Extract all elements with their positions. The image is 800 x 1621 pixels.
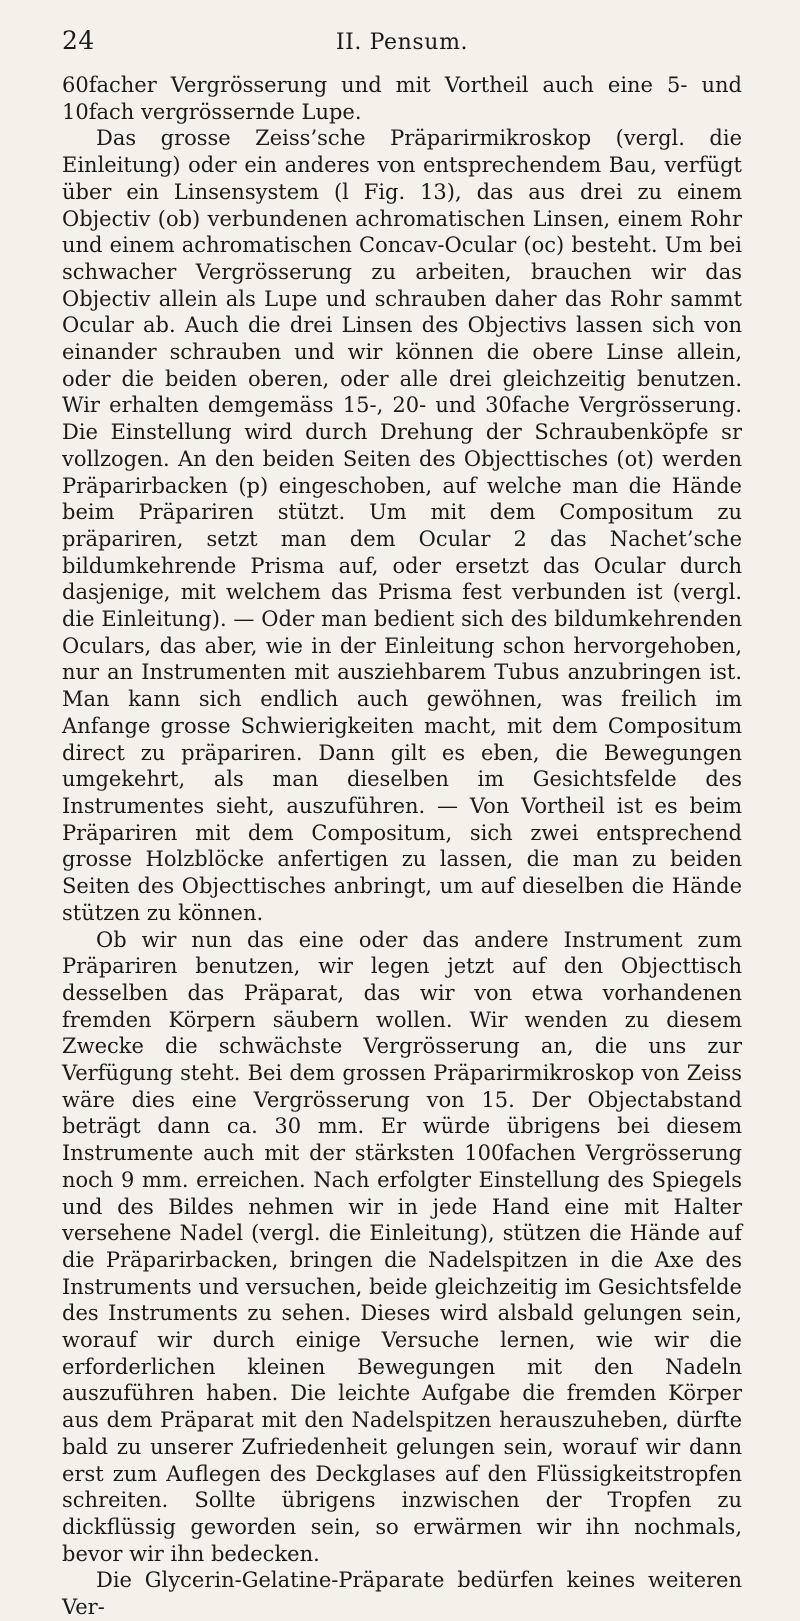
page-number: 24 [62, 26, 95, 55]
page-header [62, 26, 742, 56]
paragraph-preparation-microscope: Das grosse Zeiss’sche Präparirmikroskop (vergl. die Einleitung) oder ein anderes von entsprechendem Bau, verfügt über ein Linsensystem (l Fig. 13), das aus drei zu einem Objectiv (ob) verbundenen achromatischen Linsen, einem Rohr und einem achromatischen Concav-Ocular (oc) besteht. Um bei schwacher Vergrösserung zu arbeiten, brauchen wir das Objectiv allein als Lupe und schrauben daher das Rohr sammt Ocular ab. Auch die drei Linsen des Objectivs lassen sich von einander schrauben und wir können die obere Linse allein, oder die beiden oberen, oder alle drei gleichzeitig benutzen. Wir erhalten demgemäss 15-, 20- und 30fache Vergrösserung. Die Einstellung wird durch Drehung der Schraubenköpfe sr vollzogen. An den beiden Seiten des Objecttisches (ot) werden Präparirbacken (p) eingeschoben, auf welche man die Hände beim Präpariren stützt. Um mit dem Compositum zu präpariren, setzt man dem Ocular 2 das Nachet’sche bildumkehrende Prisma auf, oder ersetzt das Ocular durch dasjenige, mit welchem das Prisma fest verbunden ist (vergl. die Einleitung). — Oder man bedient sich des bildumkehrenden Oculars, das aber, wie in der Einleitung schon hervorgehoben, nur an Instrumenten mit ausziehbarem Tubus anzubringen ist. Man kann sich endlich auch gewöhnen, was freilich im Anfange grosse Schwierigkeiten macht, mit dem Compositum direct zu präpariren. Dann gilt es eben, die Bewegungen umgekehrt, als man dieselben im Gesichtsfelde des Instrumentes sieht, auszuführen. — Von Vortheil ist es beim Präpariren mit dem Compositum, sich zwei entsprechend grosse Holzblöcke anfertigen zu lassen, die man zu beiden Seiten des Objecttisches anbringt, um auf dieselben die Hände stützen zu können. [62, 126, 742, 925]
running-head: II. Pensum. [335, 30, 469, 55]
body-text [62, 72, 742, 1621]
paragraph-glycerin-gelatine: Die Glycerin-Gelatine-Präparate bedürfen keines weiteren Ver- [62, 1568, 742, 1620]
paragraph-cleaning-preparation: Ob wir nun das eine oder das andere Instrument zum Präpariren benutzen, wir legen jetzt auf den Objecttisch desselben das Präparat, das wir von etwa vorhandenen fremden Körpern säubern wollen. Wir wenden zu diesem Zwecke die schwächste Vergrösserung an, die uns zur Verfügung steht. Bei dem grossen Präparirmikroskop von Zeiss wäre dies eine Vergrösserung von 15. Der Objectabstand beträgt dann ca. 30 mm. Er würde übrigens bei diesem Instrumente auch mit der stärksten 100fachen Vergrösserung noch 9 mm. erreichen. Nach erfolgter Einstellung des Spiegels und des Bildes nehmen wir in jede Hand eine mit Halter versehene Nadel (vergl. die Einleitung), stützen die Hände auf die Präparirbacken, bringen die Nadelspitzen in die Axe des Instruments und versuchen, beide gleichzeitig im Gesichtsfelde des Instruments zu sehen. Dieses wird alsbald gelungen sein, worauf wir durch einige Versuche lernen, wie wir die erforderlichen kleinen Bewegungen mit den Nadeln auszuführen haben. Die leichte Aufgabe die fremden Körper aus dem Präparat mit den Nadelspitzen herauszuheben, dürfte bald zu unserer Zufriedenheit gelungen sein, worauf wir dann erst zum Auflegen des Deckglases auf den Flüssigkeitstropfen schreiten. Sollte übrigens inzwischen der Tropfen zu dickflüssig geworden sein, so erwärmen wir ihn nochmals, bevor wir ihn bedecken. [62, 927, 742, 1566]
paragraph-continuation: 60facher Vergrösserung und mit Vortheil auch eine 5- und 10fach vergrössernde Lupe. [62, 73, 742, 124]
